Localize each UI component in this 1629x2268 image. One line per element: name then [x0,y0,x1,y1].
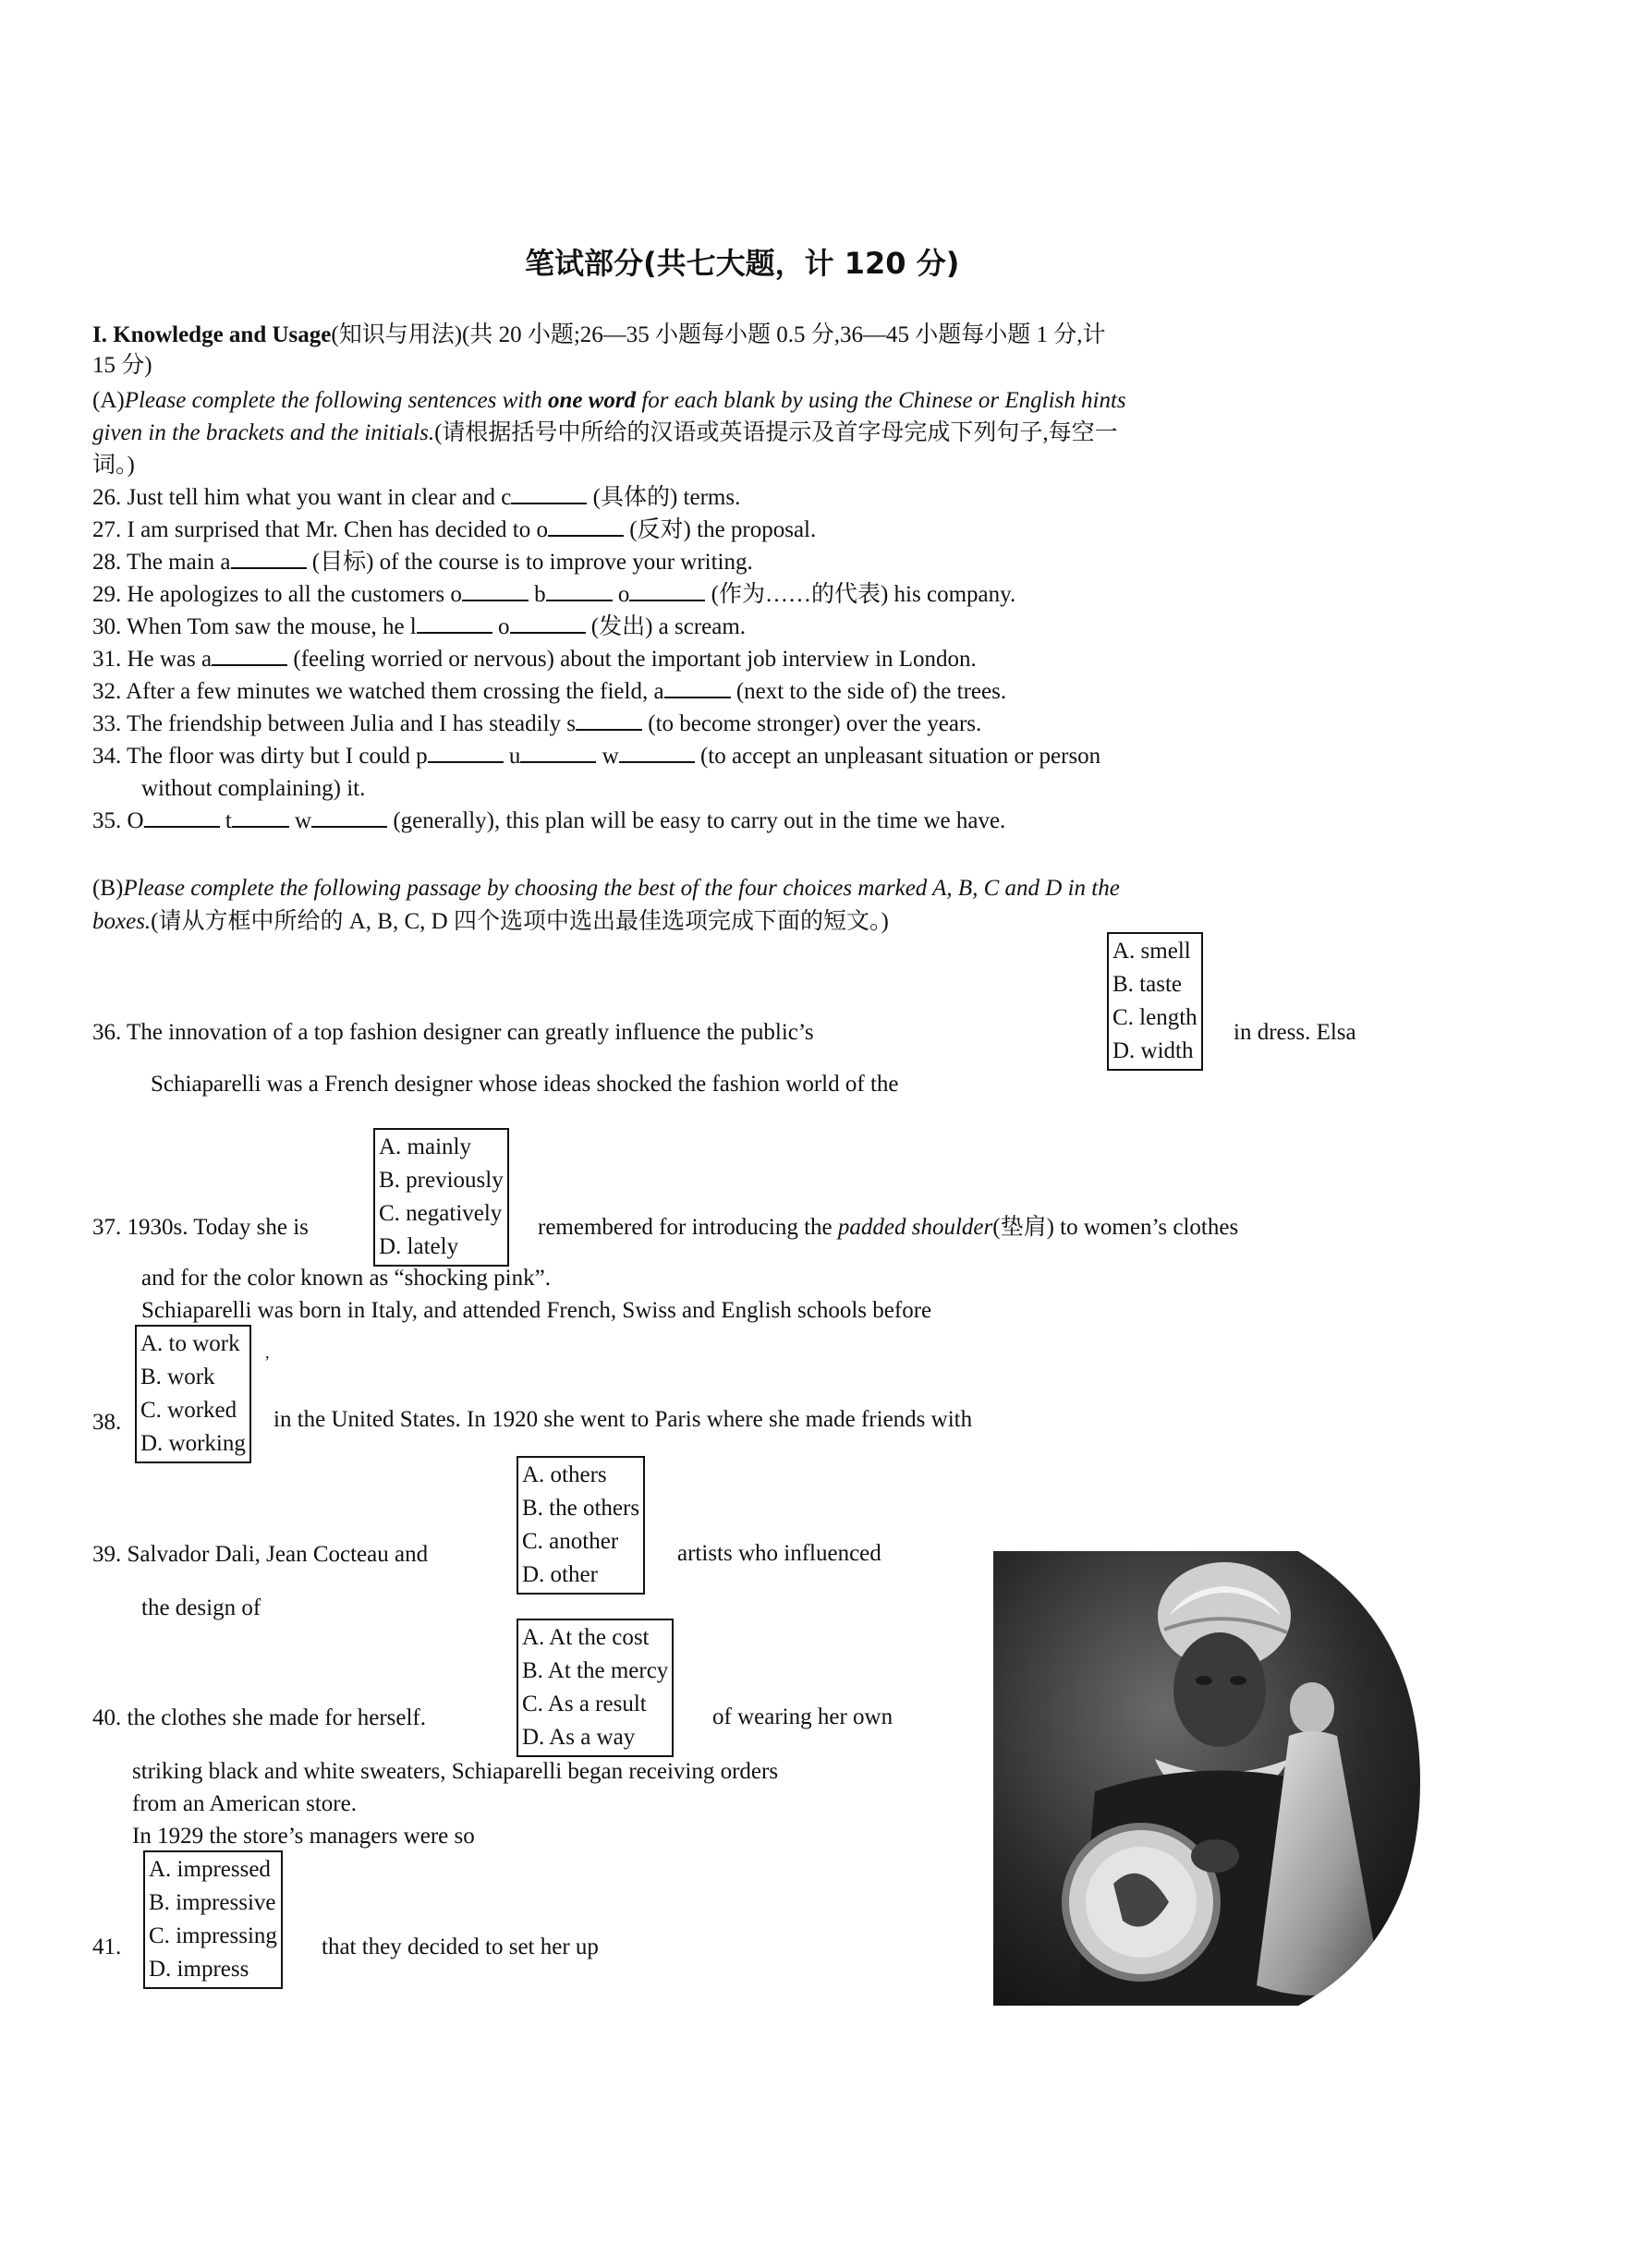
answer-blank[interactable] [232,806,289,828]
option-box-38[interactable] [135,1325,251,1463]
instr-emphasis: one word [547,388,637,413]
question-text: (具体的) terms. [592,485,741,510]
question-initial: o [498,614,510,639]
question-text: (作为……的代表) his company. [711,582,1016,607]
option-c[interactable]: C. worked [140,1398,237,1423]
answer-blank[interactable] [548,515,624,537]
instr-text: Please complete the following sentences with [124,388,542,413]
option-c[interactable]: C. impressing [149,1923,277,1948]
part-a-instruction-3: 词。) [92,453,135,478]
instr-text: for each blank by using the Chinese or English hints [641,388,1126,413]
answer-blank[interactable] [576,709,642,731]
answer-blank[interactable] [629,579,705,601]
question-initial: b [534,582,546,607]
answer-blank[interactable] [520,741,596,763]
passage-line: Schiaparelli was born in Italy, and attended French, Swiss and English schools before [141,1298,932,1323]
passage-text: (垫肩) to women’s clothes [992,1215,1239,1240]
passage-line: the design of [141,1595,261,1620]
question-initial: w [295,808,312,833]
question-text: 30. When Tom saw the mouse, he l [92,614,417,639]
question-text: 29. He apologizes to all the customers o [92,582,462,607]
option-box-37[interactable] [373,1128,509,1267]
option-d[interactable]: D. lately [379,1234,459,1259]
section-header [92,319,1106,351]
option-a[interactable]: A. to work [140,1331,240,1356]
answer-blank[interactable] [144,806,220,828]
question-text: (next to the side of) the trees. [735,679,1007,704]
question-37: 37. 1930s. Today she is [92,1215,309,1240]
option-b[interactable]: B. taste [1112,972,1182,997]
option-d[interactable]: D. working [140,1431,246,1456]
answer-blank[interactable] [417,612,492,634]
option-c[interactable]: C. As a result [522,1692,647,1716]
answer-blank[interactable] [462,579,529,601]
question-38: 38. [92,1410,122,1435]
question-32 [92,675,1006,708]
option-c[interactable]: C. length [1112,1005,1197,1030]
question-initial: t [225,808,232,833]
question-38-text: in the United States. In 1920 she went to Paris where she made friends with [274,1407,973,1432]
question-39-text: artists who influenced [677,1541,881,1566]
option-box-41[interactable] [143,1850,283,1989]
designer-photo [993,1551,1420,2006]
question-text: (generally), this plan will be easy to carry out in the time we have. [393,808,1006,833]
question-text: 34. The floor was dirty but I could p [92,744,428,769]
section-scoring-cont: 15 分) [92,353,152,378]
part-a-instruction [92,384,1126,417]
answer-blank[interactable] [311,806,387,828]
stray-comma: , [265,1343,270,1362]
answer-blank[interactable] [664,676,731,698]
question-29 [92,578,1015,611]
part-b-instruction [92,872,1120,904]
question-text: 28. The main a [92,550,231,575]
part-b-instruction-2 [92,905,889,938]
option-a[interactable]: A. At the cost [522,1625,650,1650]
option-box-39[interactable] [517,1456,645,1595]
option-b[interactable]: B. previously [379,1168,504,1193]
answer-blank[interactable] [510,612,586,634]
question-40: 40. the clothes she made for herself. [92,1705,426,1730]
part-a-instruction-2 [92,417,1118,449]
option-box-36[interactable] [1107,932,1203,1071]
option-d[interactable]: D. As a way [522,1725,636,1750]
part-a-label: (A) [92,388,125,413]
passage-line: from an American store. [132,1791,357,1816]
question-26 [92,481,740,514]
option-box-40[interactable] [517,1619,674,1757]
question-31 [92,643,977,675]
question-35 [92,805,1005,837]
question-text: 35. O [92,808,144,833]
question-39: 39. Salvador Dali, Jean Cocteau and [92,1542,429,1567]
option-b[interactable]: B. work [140,1364,215,1389]
question-initial: o [617,582,630,607]
photo-illustration [993,1551,1420,2006]
option-a[interactable]: A. impressed [149,1857,271,1882]
option-c[interactable]: C. another [522,1529,619,1554]
option-a[interactable]: A. smell [1112,939,1191,964]
instr-chinese: (请根据括号中所给的汉语或英语提示及首字母完成下列句子,每空一 [434,420,1118,445]
answer-blank[interactable] [428,741,504,763]
question-34 [92,740,1100,772]
page-title: 笔试部分(共七大题，计 120 分) [525,246,960,281]
instr-chinese: (请从方框中所给的 A, B, C, D 四个选项中选出最佳选项完成下面的短文。) [151,909,889,934]
question-41: 41. [92,1934,122,1959]
question-34-cont: without complaining) it. [141,776,366,801]
option-b[interactable]: B. At the mercy [522,1658,669,1683]
option-b[interactable]: B. impressive [149,1890,276,1915]
question-text: (反对) the proposal. [629,517,817,542]
question-text: 27. I am surprised that Mr. Chen has decided to o [92,517,548,542]
part-b-label: (B) [92,876,124,901]
question-text: 31. He was a [92,647,213,672]
question-text: 33. The friendship between Julia and I has steadily s [92,711,577,736]
question-40-text: of wearing her own [712,1704,894,1729]
question-text: (feeling worried or nervous) about the important job interview in London. [293,647,977,672]
question-41-text: that they decided to set her up [322,1934,599,1959]
answer-blank[interactable] [511,482,587,504]
passage-line: and for the color known as “shocking pink”. [141,1266,551,1291]
question-text: (目标) of the course is to improve your writing. [311,550,753,575]
option-a[interactable]: A. others [522,1462,607,1487]
passage-line: In 1929 the store’s managers were so [132,1824,475,1849]
question-33 [92,708,981,740]
question-37-text [538,1211,1238,1243]
passage-line: Schiaparelli was a French designer whose ideas shocked the fashion world of the [151,1072,899,1097]
question-28 [92,546,753,578]
answer-blank[interactable] [212,644,287,666]
option-d[interactable]: D. other [522,1562,598,1587]
question-text: (to become stronger) over the years. [648,711,982,736]
answer-blank[interactable] [619,741,695,763]
question-initial: w [602,744,619,769]
question-36: 36. The innovation of a top fashion designer can greatly influence the public’s [92,1020,814,1045]
answer-blank[interactable] [231,547,307,569]
question-36-end: in dress. Elsa [1234,1020,1356,1045]
question-text: 32. After a few minutes we watched them crossing the field, a [92,679,664,704]
question-27 [92,514,816,546]
instr-text: Please complete the following passage by choosing the best of the four choices marked A, B, C and D in the [123,876,1120,901]
answer-blank[interactable] [546,579,613,601]
passage-text: remembered for introducing the [538,1215,833,1240]
question-initial: u [508,744,521,769]
section-title: I. Knowledge and Usage [92,322,332,347]
option-a[interactable]: A. mainly [379,1134,471,1159]
instr-text: boxes. [92,909,152,934]
question-text: 26. Just tell him what you want in clear and c [92,485,512,510]
option-d[interactable]: D. width [1112,1038,1194,1063]
passage-line: striking black and white sweaters, Schiaparelli began receiving orders [132,1759,779,1784]
option-d[interactable]: D. impress [149,1957,249,1982]
passage-term: padded shoulder [837,1215,993,1240]
option-b[interactable]: B. the others [522,1496,640,1521]
question-text: (to accept an unpleasant situation or person [699,744,1101,769]
question-30 [92,611,746,643]
section-scoring: (知识与用法)(共 20 小题;26—35 小题每小题 0.5 分,36—45 小题每小题 1 分,计 [331,322,1106,347]
question-text: (发出) a scream. [590,614,747,639]
instr-text: given in the brackets and the initials. [92,420,435,445]
option-c[interactable]: C. negatively [379,1201,503,1226]
